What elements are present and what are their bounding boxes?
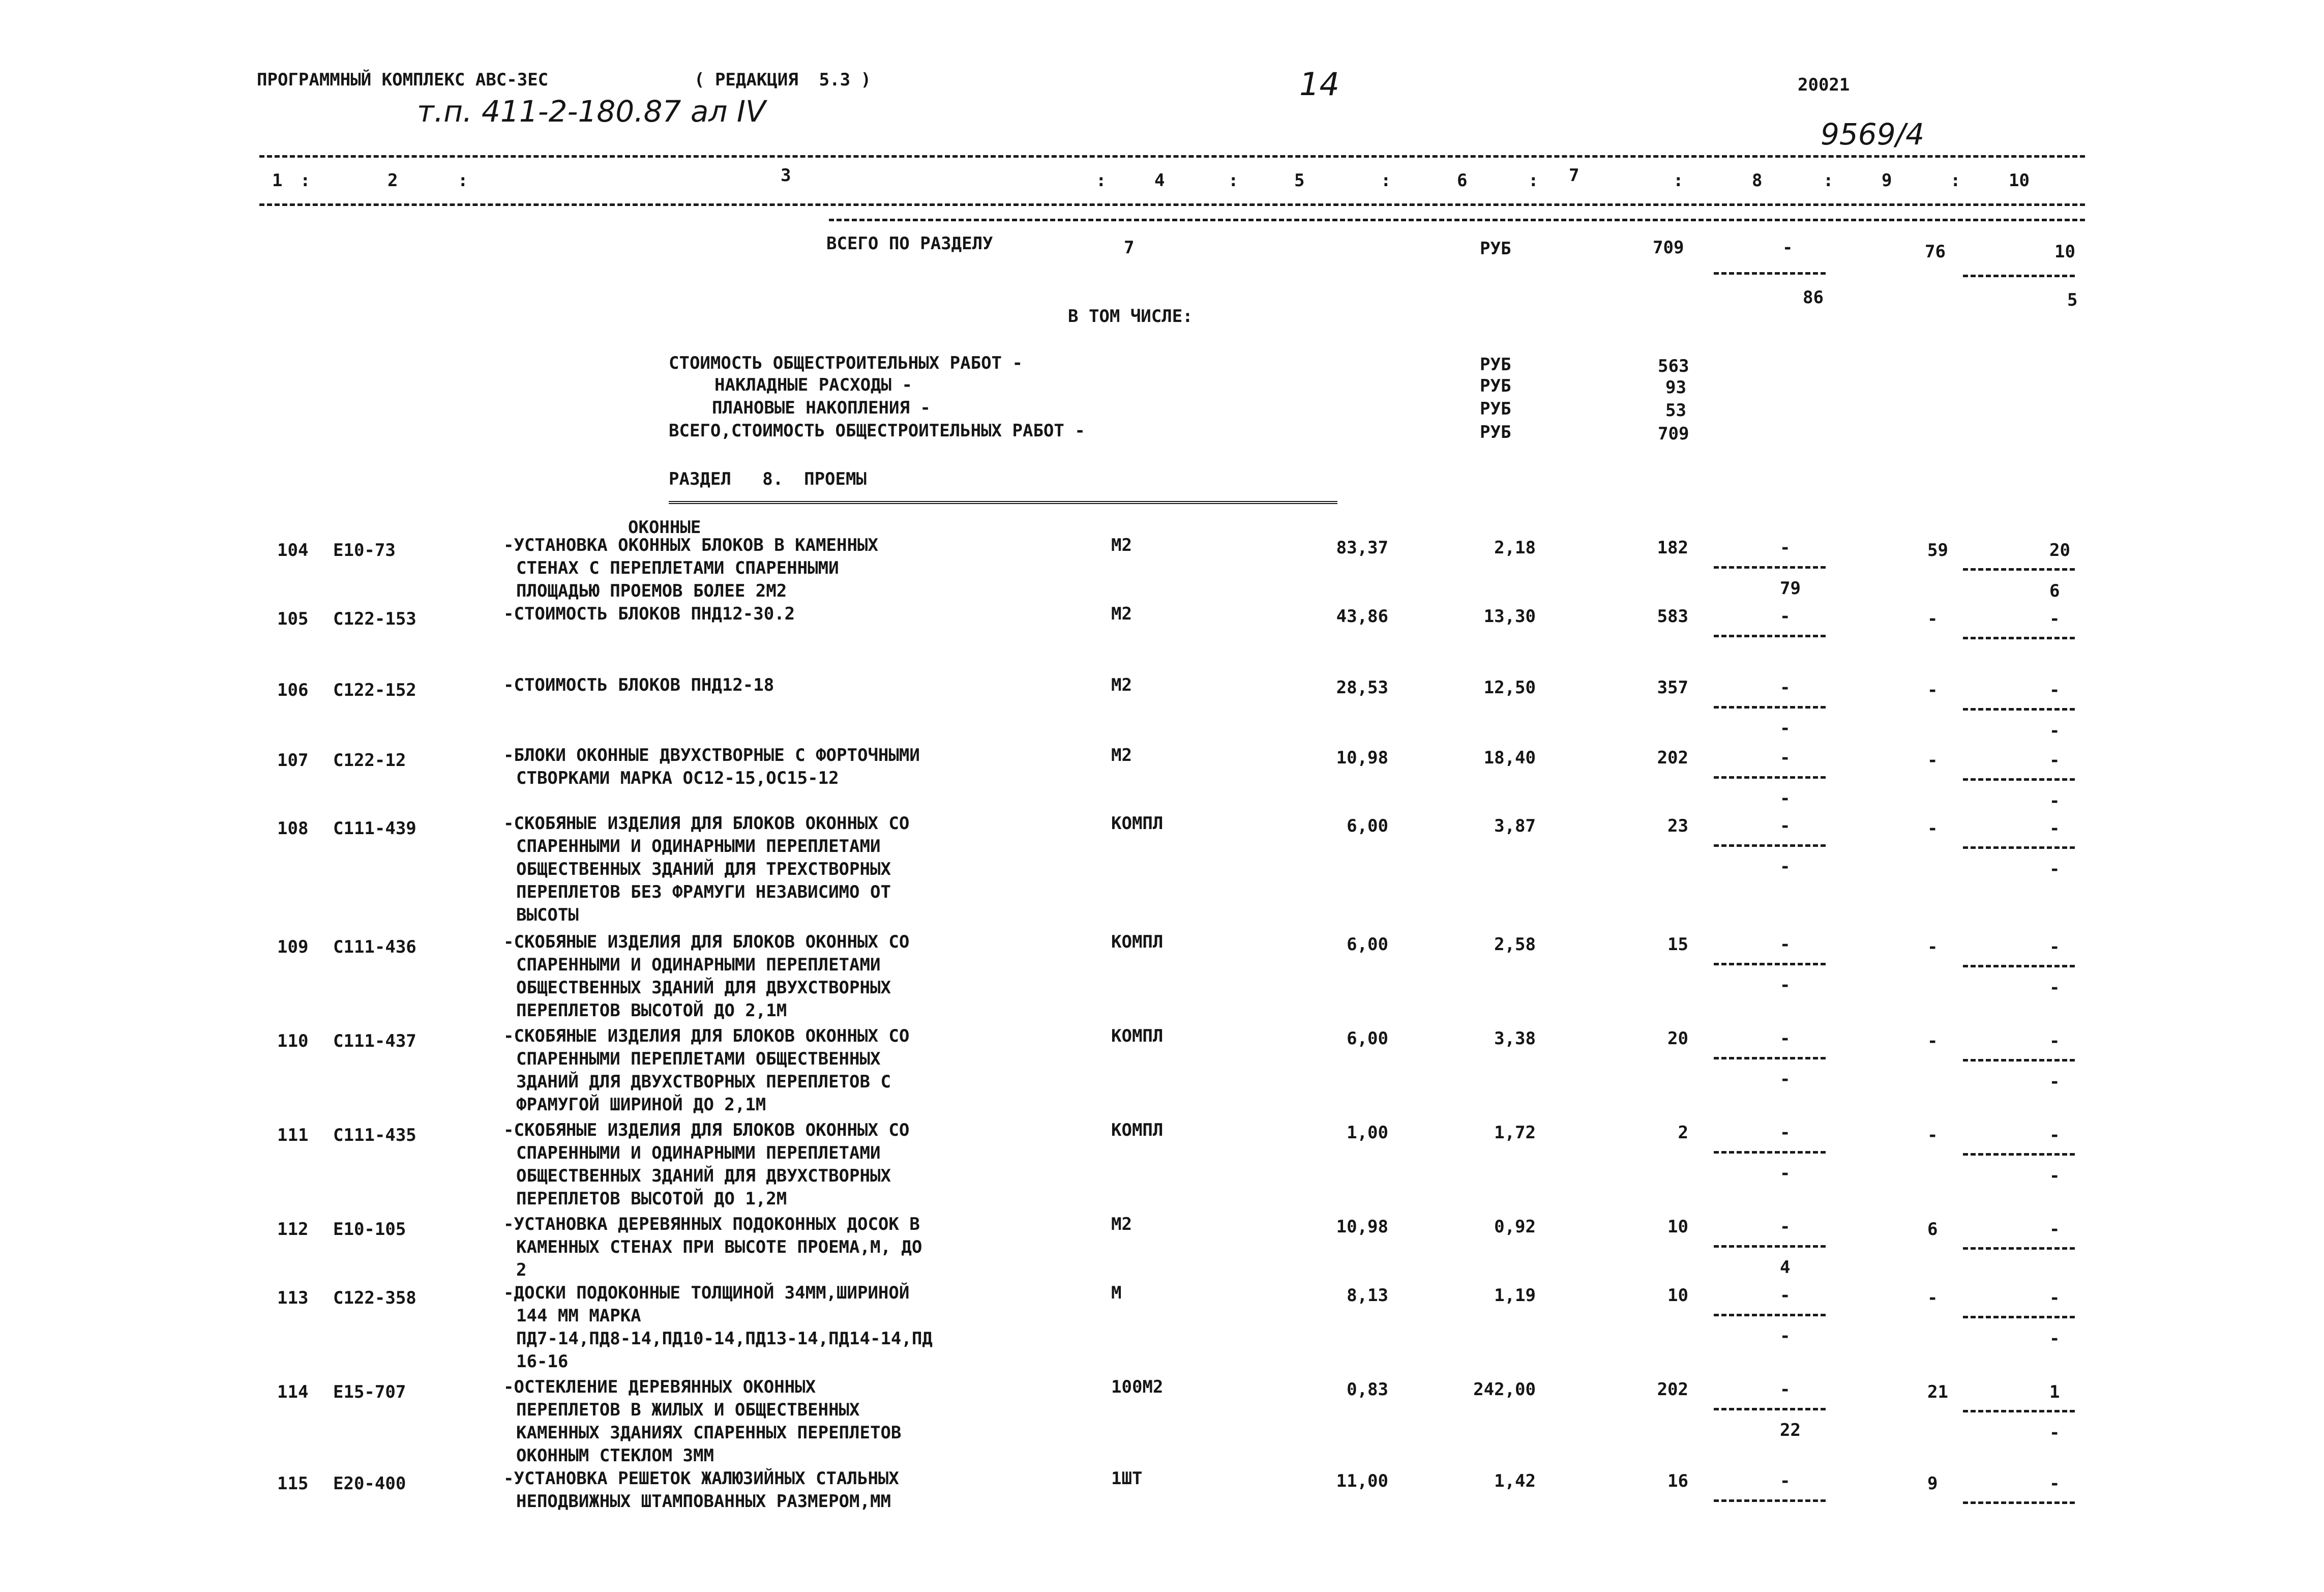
row-quantity: 43,86 bbox=[1336, 606, 1388, 627]
col-10: 10 bbox=[2009, 170, 2030, 191]
row-number: 112 bbox=[277, 1219, 309, 1240]
header-rule-top bbox=[259, 155, 2085, 158]
summary-unit: РУБ bbox=[1480, 355, 1511, 375]
col-7: 7 bbox=[1569, 165, 1580, 186]
row-description: ОБЩЕСТВЕННЫХ ЗДАНИЙ ДЛЯ ТРЕХСТВОРНЫХ bbox=[516, 859, 891, 879]
row-description: ОБЩЕСТВЕННЫХ ЗДАНИЙ ДЛЯ ДВУХСТВОРНЫХ bbox=[516, 978, 891, 998]
row-sum: 2 bbox=[1678, 1123, 1688, 1143]
summary-value: 563 bbox=[1658, 356, 1689, 376]
row-description: ЗДАНИЙ ДЛЯ ДВУХСТВОРНЫХ ПЕРЕПЛЕТОВ С bbox=[516, 1072, 891, 1092]
row-c9: 9 bbox=[1927, 1473, 1938, 1494]
row-c8-rule bbox=[1714, 566, 1826, 569]
row-price: 1,42 bbox=[1494, 1471, 1536, 1491]
row-unit: 1ШТ bbox=[1111, 1468, 1143, 1489]
row-c8-bottom: 79 bbox=[1780, 578, 1801, 599]
row-number: 104 bbox=[277, 540, 309, 561]
row-c10-top: - bbox=[2049, 1125, 2060, 1145]
row-c8-top: - bbox=[1780, 1217, 1791, 1237]
row-c10-rule bbox=[1963, 1316, 2075, 1318]
row-description: ПД7-14,ПД8-14,ПД10-14,ПД13-14,ПД14-14,ПД bbox=[516, 1329, 933, 1349]
row-quantity: 6,00 bbox=[1347, 1028, 1388, 1049]
row-description: КАМЕННЫХ ЗДАНИЯХ СПАРЕННЫХ ПЕРЕПЛЕТОВ bbox=[516, 1423, 902, 1443]
row-unit: КОМПЛ bbox=[1111, 813, 1164, 834]
section-total-c10: 10 bbox=[2054, 242, 2075, 262]
row-c10-rule bbox=[1963, 1410, 2075, 1412]
row-c10-bottom: - bbox=[2049, 721, 2060, 741]
row-price: 12,50 bbox=[1483, 677, 1536, 698]
row-description: ОКОННЫМ СТЕКЛОМ 3ММ bbox=[516, 1446, 714, 1466]
row-description: СТЕНАХ С ПЕРЕПЛЕТАМИ СПАРЕННЫМИ bbox=[516, 558, 839, 578]
row-c8-top: - bbox=[1780, 748, 1791, 768]
row-code: С111-435 bbox=[333, 1125, 416, 1145]
row-code: Е10-105 bbox=[333, 1219, 406, 1240]
row-description: ВЫСОТЫ bbox=[516, 905, 579, 925]
summary-label: ВСЕГО,СТОИМОСТЬ ОБЩЕСТРОИТЕЛЬНЫХ РАБОТ - bbox=[669, 421, 1085, 441]
row-c10-rule bbox=[1963, 1501, 2075, 1504]
row-code: С111-439 bbox=[333, 818, 416, 839]
row-unit: КОМПЛ bbox=[1111, 1026, 1164, 1046]
row-c10-rule bbox=[1963, 1059, 2075, 1062]
section-total-c8: - bbox=[1782, 238, 1793, 258]
program-name: ПРОГРАММНЫЙ КОМПЛЕКС АВС-3ЕС bbox=[257, 70, 549, 90]
section-total-c10-rule bbox=[1963, 275, 2075, 277]
col-8: 8 bbox=[1752, 170, 1763, 191]
row-description: -СТОИМОСТЬ БЛОКОВ ПНД12-30.2 bbox=[503, 604, 795, 624]
row-sum: 15 bbox=[1667, 934, 1688, 955]
summary-value: 53 bbox=[1665, 400, 1686, 421]
section-total-sum: 709 bbox=[1653, 238, 1684, 258]
row-code: С122-152 bbox=[333, 680, 416, 700]
section-total-c9: 76 bbox=[1925, 242, 1946, 262]
row-c10-top: - bbox=[2049, 1288, 2060, 1308]
row-c10-top: - bbox=[2049, 1031, 2060, 1051]
handwritten-project: т.п. 411-2-180.87 ал IV bbox=[417, 94, 766, 129]
row-c10-bottom: - bbox=[2049, 859, 2060, 879]
row-description: 2 bbox=[516, 1260, 527, 1280]
summary-label: СТОИМОСТЬ ОБЩЕСТРОИТЕЛЬНЫХ РАБОТ - bbox=[669, 353, 1023, 373]
row-sum: 202 bbox=[1657, 748, 1688, 768]
row-c8-rule bbox=[1714, 844, 1826, 847]
row-price: 2,58 bbox=[1494, 934, 1536, 955]
row-c10-rule bbox=[1963, 778, 2075, 781]
col-sep: : bbox=[1228, 170, 1239, 191]
header-rule-bottom bbox=[259, 203, 2085, 206]
row-c8-top: - bbox=[1780, 1471, 1791, 1491]
row-c10-rule bbox=[1963, 637, 2075, 639]
col-sep: : bbox=[1096, 170, 1107, 191]
row-c10-rule bbox=[1963, 568, 2075, 571]
row-c8-rule bbox=[1714, 1057, 1826, 1059]
row-description: -СТОИМОСТЬ БЛОКОВ ПНД12-18 bbox=[503, 675, 774, 695]
row-c10-bottom: - bbox=[2049, 791, 2060, 811]
row-c8-bottom: - bbox=[1780, 1163, 1791, 1184]
row-description: 16-16 bbox=[516, 1351, 569, 1372]
row-c8-bottom: - bbox=[1780, 718, 1791, 739]
row-c10-top: - bbox=[2049, 1219, 2060, 1240]
row-c8-top: - bbox=[1780, 606, 1791, 627]
row-c8-bottom: - bbox=[1780, 1326, 1791, 1346]
row-c10-bottom: - bbox=[2049, 1072, 2060, 1092]
section-total-number: 7 bbox=[1124, 238, 1135, 258]
including-label: В ТОМ ЧИСЛЕ: bbox=[1068, 306, 1193, 327]
col-2: 2 bbox=[388, 170, 398, 191]
row-c10-rule bbox=[1963, 1153, 2075, 1156]
section-total-c8-rule bbox=[1714, 272, 1826, 275]
row-c9: - bbox=[1927, 937, 1938, 957]
row-description: -СКОБЯНЫЕ ИЗДЕЛИЯ ДЛЯ БЛОКОВ ОКОННЫХ СО bbox=[503, 1120, 910, 1140]
row-description: ОБЩЕСТВЕННЫХ ЗДАНИЙ ДЛЯ ДВУХСТВОРНЫХ bbox=[516, 1166, 891, 1186]
row-sum: 16 bbox=[1667, 1471, 1688, 1491]
row-code: Е15-707 bbox=[333, 1382, 406, 1402]
row-number: 105 bbox=[277, 609, 309, 629]
row-c8-top: - bbox=[1780, 816, 1791, 836]
row-number: 108 bbox=[277, 818, 309, 839]
row-c9: 59 bbox=[1927, 540, 1948, 561]
row-description: -УСТАНОВКА РЕШЕТОК ЖАЛЮЗИЙНЫХ СТАЛЬНЫХ bbox=[503, 1468, 899, 1489]
row-sum: 10 bbox=[1667, 1217, 1688, 1237]
row-sum: 20 bbox=[1667, 1028, 1688, 1049]
row-c8-top: - bbox=[1780, 1379, 1791, 1400]
row-quantity: 11,00 bbox=[1336, 1471, 1388, 1491]
row-code: Е10-73 bbox=[333, 540, 396, 561]
row-description: СПАРЕННЫМИ ПЕРЕПЛЕТАМИ ОБЩЕСТВЕННЫХ bbox=[516, 1049, 881, 1069]
page-number: 14 bbox=[1299, 66, 1339, 103]
row-c8-bottom: 22 bbox=[1780, 1420, 1801, 1440]
col-5: 5 bbox=[1294, 170, 1305, 191]
row-c8-bottom: - bbox=[1780, 788, 1791, 809]
row-description: -БЛОКИ ОКОННЫЕ ДВУХСТВОРНЫЕ С ФОРТОЧНЫМИ bbox=[503, 745, 920, 765]
section-title-underline bbox=[669, 501, 1337, 504]
row-unit: М2 bbox=[1111, 675, 1132, 695]
row-description: ФРАМУГОЙ ШИРИНОЙ ДО 2,1М bbox=[516, 1095, 766, 1115]
row-c9: 21 bbox=[1927, 1382, 1948, 1402]
row-c8-bottom: - bbox=[1780, 857, 1791, 877]
row-description: -ДОСКИ ПОДОКОННЫЕ ТОЛЩИНОЙ 34ММ,ШИРИНОЙ bbox=[503, 1283, 910, 1303]
row-c9: - bbox=[1927, 1288, 1938, 1308]
section-total-label: ВСЕГО ПО РАЗДЕЛУ bbox=[826, 233, 993, 254]
row-description: ПЕРЕПЛЕТОВ В ЖИЛЫХ И ОБЩЕСТВЕННЫХ bbox=[516, 1400, 860, 1420]
row-number: 110 bbox=[277, 1031, 309, 1051]
row-number: 111 bbox=[277, 1125, 309, 1145]
col-4: 4 bbox=[1154, 170, 1165, 191]
row-description: СПАРЕННЫМИ И ОДИНАРНЫМИ ПЕРЕПЛЕТАМИ bbox=[516, 955, 881, 975]
row-c9: - bbox=[1927, 1125, 1938, 1145]
row-unit: КОМПЛ bbox=[1111, 1120, 1164, 1140]
row-sum: 182 bbox=[1657, 538, 1688, 558]
col-sep: : bbox=[1823, 170, 1834, 191]
row-number: 106 bbox=[277, 680, 309, 700]
row-c8-rule bbox=[1714, 1314, 1826, 1316]
row-price: 1,72 bbox=[1494, 1123, 1536, 1143]
row-c8-rule bbox=[1714, 706, 1826, 709]
row-c8-top: - bbox=[1780, 1123, 1791, 1143]
col-sep: : bbox=[300, 170, 311, 191]
row-price: 1,19 bbox=[1494, 1285, 1536, 1306]
row-unit: М2 bbox=[1111, 535, 1132, 555]
summary-label: НАКЛАДНЫЕ РАСХОДЫ - bbox=[714, 375, 912, 395]
row-c9: - bbox=[1927, 818, 1938, 839]
row-description: -ОСТЕКЛЕНИЕ ДЕРЕВЯННЫХ ОКОННЫХ bbox=[503, 1377, 816, 1397]
row-c8-bottom: 4 bbox=[1780, 1257, 1791, 1278]
row-description: СПАРЕННЫМИ И ОДИНАРНЫМИ ПЕРЕПЛЕТАМИ bbox=[516, 836, 881, 857]
row-price: 2,18 bbox=[1494, 538, 1536, 558]
row-c8-bottom: - bbox=[1780, 975, 1791, 995]
row-description: СПАРЕННЫМИ И ОДИНАРНЫМИ ПЕРЕПЛЕТАМИ bbox=[516, 1143, 881, 1163]
summary-unit: РУБ bbox=[1480, 376, 1511, 396]
row-price: 242,00 bbox=[1473, 1379, 1536, 1400]
row-c8-rule bbox=[1714, 635, 1826, 637]
row-price: 13,30 bbox=[1483, 606, 1536, 627]
row-c8-top: - bbox=[1780, 1285, 1791, 1306]
row-c10-top: - bbox=[2049, 1473, 2060, 1494]
row-price: 3,87 bbox=[1494, 816, 1536, 836]
row-sum: 10 bbox=[1667, 1285, 1688, 1306]
row-code: С122-12 bbox=[333, 750, 406, 771]
row-description: СТВОРКАМИ МАРКА ОС12-15,ОС15-12 bbox=[516, 768, 839, 788]
col-sep: : bbox=[1528, 170, 1539, 191]
row-description: ПЛОЩАДЬЮ ПРОЕМОВ БОЛЕЕ 2М2 bbox=[516, 581, 787, 601]
row-c8-rule bbox=[1714, 1499, 1826, 1502]
row-c8-bottom: - bbox=[1780, 1069, 1791, 1089]
row-quantity: 8,13 bbox=[1347, 1285, 1388, 1306]
row-c10-top: - bbox=[2049, 680, 2060, 700]
col-sep: : bbox=[1673, 170, 1684, 191]
row-c10-top: - bbox=[2049, 818, 2060, 839]
row-c10-bottom: 6 bbox=[2049, 581, 2060, 601]
row-number: 114 bbox=[277, 1382, 309, 1402]
row-number: 107 bbox=[277, 750, 309, 771]
section-total-c8-bottom: 86 bbox=[1803, 287, 1824, 308]
row-c9: - bbox=[1927, 609, 1938, 629]
row-description: -СКОБЯНЫЕ ИЗДЕЛИЯ ДЛЯ БЛОКОВ ОКОННЫХ СО bbox=[503, 813, 910, 834]
row-c8-rule bbox=[1714, 1408, 1826, 1410]
row-c10-bottom: - bbox=[2049, 1329, 2060, 1349]
row-c9: - bbox=[1927, 750, 1938, 771]
row-number: 113 bbox=[277, 1288, 309, 1308]
row-number: 109 bbox=[277, 937, 309, 957]
subgroup-title: ОКОННЫЕ bbox=[628, 517, 701, 538]
row-c10-rule bbox=[1963, 708, 2075, 711]
row-code: С111-436 bbox=[333, 937, 416, 957]
row-c9: - bbox=[1927, 680, 1938, 700]
row-unit: М2 bbox=[1111, 1214, 1132, 1234]
row-price: 0,92 bbox=[1494, 1217, 1536, 1237]
row-sum: 357 bbox=[1657, 677, 1688, 698]
row-code: Е20-400 bbox=[333, 1473, 406, 1494]
summary-unit: РУБ bbox=[1480, 422, 1511, 443]
row-description: -УСТАНОВКА ОКОННЫХ БЛОКОВ В КАМЕННЫХ bbox=[503, 535, 878, 555]
row-quantity: 10,98 bbox=[1336, 748, 1388, 768]
summary-value: 709 bbox=[1658, 424, 1689, 444]
section-title: РАЗДЕЛ 8. ПРОЕМЫ bbox=[669, 469, 867, 489]
row-c10-top: - bbox=[2049, 937, 2060, 957]
row-unit: 100М2 bbox=[1111, 1377, 1164, 1397]
row-c10-top: 1 bbox=[2049, 1382, 2060, 1402]
row-c10-bottom: - bbox=[2049, 1423, 2060, 1443]
row-number: 115 bbox=[277, 1473, 309, 1494]
row-c10-top: 20 bbox=[2049, 540, 2070, 561]
row-description: КАМЕННЫХ СТЕНАХ ПРИ ВЫСОТЕ ПРОЕМА,М, ДО bbox=[516, 1237, 922, 1257]
row-c10-top: - bbox=[2049, 609, 2060, 629]
row-description: ПЕРЕПЛЕТОВ ВЫСОТОЙ ДО 1,2М bbox=[516, 1189, 787, 1209]
row-code: С122-153 bbox=[333, 609, 416, 629]
row-c8-rule bbox=[1714, 1245, 1826, 1248]
row-code: С122-358 bbox=[333, 1288, 416, 1308]
row-c9: - bbox=[1927, 1031, 1938, 1051]
col-sep: : bbox=[1950, 170, 1961, 191]
row-quantity: 0,83 bbox=[1347, 1379, 1388, 1400]
row-description: 144 ММ МАРКА bbox=[516, 1306, 641, 1326]
row-quantity: 10,98 bbox=[1336, 1217, 1388, 1237]
row-unit: КОМПЛ bbox=[1111, 932, 1164, 952]
row-c10-top: - bbox=[2049, 750, 2060, 771]
row-quantity: 28,53 bbox=[1336, 677, 1388, 698]
row-sum: 583 bbox=[1657, 606, 1688, 627]
row-c10-bottom: - bbox=[2049, 1166, 2060, 1186]
row-description: -СКОБЯНЫЕ ИЗДЕЛИЯ ДЛЯ БЛОКОВ ОКОННЫХ СО bbox=[503, 932, 910, 952]
row-c8-rule bbox=[1714, 963, 1826, 965]
row-unit: М bbox=[1111, 1283, 1122, 1303]
row-unit: М2 bbox=[1111, 745, 1132, 765]
summary-label: ПЛАНОВЫЕ НАКОПЛЕНИЯ - bbox=[712, 398, 931, 418]
row-c8-top: - bbox=[1780, 934, 1791, 955]
row-c8-top: - bbox=[1780, 1028, 1791, 1049]
row-price: 18,40 bbox=[1483, 748, 1536, 768]
row-price: 3,38 bbox=[1494, 1028, 1536, 1049]
row-sum: 202 bbox=[1657, 1379, 1688, 1400]
col-6: 6 bbox=[1457, 170, 1468, 191]
summary-unit: РУБ bbox=[1480, 399, 1511, 419]
section-total-c10-bottom: 5 bbox=[2067, 290, 2078, 310]
row-c9: 6 bbox=[1927, 1219, 1938, 1240]
row-c8-rule bbox=[1714, 1151, 1826, 1154]
handwritten-number: 9569/4 bbox=[1821, 117, 1925, 152]
row-quantity: 6,00 bbox=[1347, 934, 1388, 955]
row-c10-rule bbox=[1963, 846, 2075, 849]
row-c8-top: - bbox=[1780, 677, 1791, 698]
col-1: 1 bbox=[272, 170, 283, 191]
row-quantity: 83,37 bbox=[1336, 538, 1388, 558]
row-c10-rule bbox=[1963, 965, 2075, 967]
row-quantity: 6,00 bbox=[1347, 816, 1388, 836]
row-c8-rule bbox=[1714, 776, 1826, 779]
row-c8-top: - bbox=[1780, 538, 1791, 558]
section-total-unit: РУБ bbox=[1480, 239, 1511, 259]
header-rule-under bbox=[829, 219, 2085, 221]
row-description: НЕПОДВИЖНЫХ ШТАМПОВАННЫХ РАЗМЕРОМ,ММ bbox=[516, 1491, 891, 1512]
row-code: С111-437 bbox=[333, 1031, 416, 1051]
col-sep: : bbox=[458, 170, 468, 191]
row-c10-rule bbox=[1963, 1247, 2075, 1250]
col-9: 9 bbox=[1882, 170, 1892, 191]
row-description: -УСТАНОВКА ДЕРЕВЯННЫХ ПОДОКОННЫХ ДОСОК В bbox=[503, 1214, 920, 1234]
document-code: 20021 bbox=[1798, 75, 1850, 95]
row-description: -СКОБЯНЫЕ ИЗДЕЛИЯ ДЛЯ БЛОКОВ ОКОННЫХ СО bbox=[503, 1026, 910, 1046]
row-description: ПЕРЕПЛЕТОВ ВЫСОТОЙ ДО 2,1М bbox=[516, 1000, 787, 1021]
col-sep: : bbox=[1381, 170, 1391, 191]
summary-value: 93 bbox=[1665, 377, 1686, 398]
col-3: 3 bbox=[781, 165, 791, 186]
row-description: ПЕРЕПЛЕТОВ БЕЗ ФРАМУГИ НЕЗАВИСИМО ОТ bbox=[516, 882, 891, 902]
edition: ( РЕДАКЦИЯ 5.3 ) bbox=[694, 70, 871, 90]
row-c10-bottom: - bbox=[2049, 978, 2060, 998]
row-quantity: 1,00 bbox=[1347, 1123, 1388, 1143]
row-sum: 23 bbox=[1667, 816, 1688, 836]
row-unit: М2 bbox=[1111, 604, 1132, 624]
